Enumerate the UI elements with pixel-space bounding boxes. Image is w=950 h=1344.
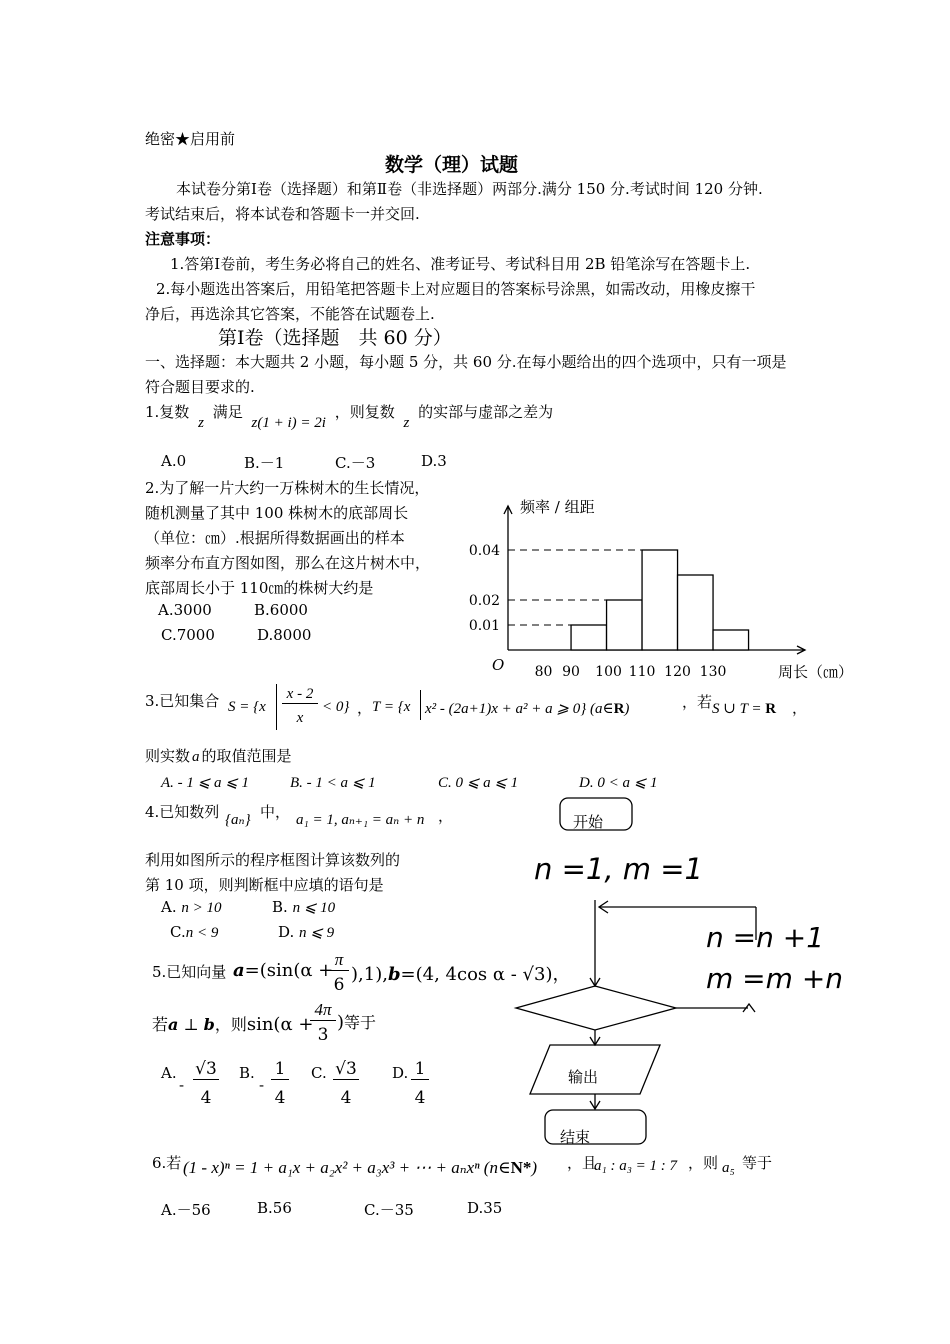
q6-expansion-expr: (1 - x)ⁿ = 1 + a₁x + a₂x² + a₃x³ + ⋯ + aₙxⁿ (n∈: [183, 1158, 511, 1177]
q5-vec-a: a: [233, 960, 245, 981]
decision-diamond: [516, 986, 676, 1030]
q3-set-t-left: T = {x: [372, 699, 411, 715]
section-desc-line-1: 一、选择题：本大题共 2 小题，每小题 5 分，共 60 分.在每小题给出的四个选项中，只有一项是: [145, 353, 787, 371]
q5-option-b-num: 1: [271, 1059, 289, 1080]
q4-option-b-label: B.: [272, 898, 288, 916]
q4-option-d: [278, 923, 334, 942]
q3-comma: ，: [357, 699, 373, 717]
q5-perp: ⊥: [183, 1015, 199, 1034]
histogram-chart: [460, 488, 880, 688]
q3-union-r: R: [765, 701, 777, 717]
q5-option-a-label: A.: [161, 1064, 177, 1082]
q3-line-2-a: 则实数: [145, 747, 191, 765]
q5-six: 6: [333, 975, 345, 995]
histogram-bar-1: [607, 600, 643, 650]
q3-set-s-numerator: x - 2: [282, 686, 318, 704]
q6-stem-a: 6.若: [152, 1154, 182, 1172]
x-axis-label: 周长（㎝）: [778, 663, 854, 681]
q1-option-c: C.－3: [335, 454, 376, 472]
q3-union-expr: S ∪ T =: [712, 701, 766, 717]
q5-four-pi: 4π: [310, 1000, 336, 1021]
q5-vector-b-expr: [351, 960, 571, 986]
x-tick-label-1: 90: [562, 664, 580, 680]
q3-comma-2: ，: [792, 699, 808, 717]
q5-option-a-num: √3: [193, 1059, 219, 1080]
q5-line-2-b: ，则: [214, 1015, 247, 1034]
q6-ratio: a₁ : a₃ = 1 : 7: [594, 1158, 678, 1174]
q4-option-d-label: D.: [278, 923, 295, 941]
q1-stem-b: 满足: [212, 403, 243, 421]
page-title: 数学（理）试题: [385, 154, 519, 176]
q5-vec-a-2: a: [168, 1015, 179, 1034]
x-tick-label-3: 110: [628, 664, 656, 680]
q4-option-c-expr: n < 9: [185, 925, 219, 941]
q1-z-2: z: [403, 415, 410, 431]
q5-line-2-a: 若: [152, 1015, 169, 1034]
q1-stem-d: 的实部与虚部之差为: [418, 403, 554, 421]
q5-option-d-den: 4: [414, 1088, 426, 1108]
q3-option-a: A. - 1 ⩽ a ⩽ 1: [161, 775, 250, 791]
q2-option-c: C.7000: [161, 626, 215, 644]
q4-option-d-expr: n ⩽ 9: [299, 925, 335, 941]
q4-line-2: 利用如图所示的程序框图计算该数列的: [145, 851, 401, 869]
q1-stem-c: ，则复数: [334, 403, 395, 421]
q5-sin-close: ): [337, 1012, 345, 1033]
notice-1: 1.答第Ⅰ卷前，考生务必将自己的姓名、准考证号、考试科目用 2B 铅笔涂写在答题卡上.: [170, 255, 751, 273]
q1-z: z: [198, 415, 204, 431]
q5-option-b-label: B.: [239, 1064, 255, 1082]
q3-stem-b: ，若: [682, 693, 713, 711]
q2-line-1: 2.为了解一片大约一万株树木的生长情况，: [145, 479, 430, 497]
q4-line-3: 第 10 项，则判断框中应填的语句是: [145, 876, 384, 894]
q6-stem-c: ，则: [688, 1154, 719, 1172]
flow-update-m: m =m +n: [706, 962, 844, 995]
q5-line-2: [152, 1012, 313, 1035]
q3-option-c: C. 0 ⩽ a ⩽ 1: [438, 775, 519, 791]
q5-stem-a: 5.已知向量: [152, 963, 227, 981]
q1-option-d: D.3: [421, 452, 447, 470]
q4-option-b: [272, 898, 335, 917]
histogram-bar-0: [571, 625, 607, 650]
q2-option-b: B.6000: [254, 601, 308, 619]
q5-sin-expr: sin(α +: [246, 1014, 314, 1035]
q3-set-s-bar: [276, 684, 277, 730]
q5-stem-b: ，: [552, 964, 571, 985]
q3-stem-a: 3.已知集合: [145, 692, 220, 710]
q1-equation: z(1 + i) = 2i: [251, 415, 326, 431]
histogram-bar-4: [713, 630, 749, 650]
q5-option-c-label: C.: [311, 1064, 327, 1082]
notice-heading: 注意事项：: [145, 230, 221, 248]
q5-option-d-label: D.: [392, 1064, 409, 1082]
q5-option-c-den: 4: [340, 1088, 352, 1108]
q4-stem-c: ，: [438, 807, 454, 825]
q3-set-t-body: [425, 699, 629, 718]
flow-init: n =1, m =1: [534, 852, 704, 886]
q4-seq: {aₙ}: [225, 812, 251, 828]
q6-option-c: C.－35: [364, 1201, 414, 1219]
q3-option-d: D. 0 < a ⩽ 1: [579, 775, 658, 791]
q3-a: a: [192, 749, 200, 765]
q1-stem-a: 1.复数: [145, 403, 190, 421]
q5-vec-a-head: =(sin(α +: [244, 960, 334, 981]
q3-set-s-left: S = {x: [228, 699, 266, 715]
q2-line-4: 频率分布直方图如图，那么在这片树木中，: [145, 554, 431, 572]
q3-set-t-close: ): [624, 701, 630, 717]
q6-close: ): [531, 1158, 538, 1177]
q5-option-b-den: 4: [274, 1088, 286, 1108]
notice-2-line-2: 净后，再选涂其它答案，不能答在试题卷上.: [145, 305, 435, 323]
q1-option-b: B.－1: [244, 454, 285, 472]
secret-label: 绝密★启用前: [145, 130, 236, 148]
x-tick-label-5: 130: [699, 664, 727, 680]
q5-option-a-sign: -: [179, 1076, 185, 1094]
q3-set-t-r: R: [613, 701, 625, 717]
q6-option-d: D.35: [467, 1199, 503, 1217]
q4-option-b-expr: n ⩽ 10: [292, 900, 336, 916]
q5-option-b-sign: -: [259, 1076, 265, 1094]
q5-vector-a-expr: [233, 960, 333, 981]
q3-set-s-right: < 0}: [322, 699, 350, 715]
q1-option-a: A.0: [161, 452, 187, 470]
q3-set-s-denominator: x: [296, 710, 304, 726]
y-tick-label-0: 0.01: [468, 618, 500, 634]
flow-start-label: 开始: [573, 813, 604, 831]
notice-2-line-1: 2.每小题选出答案后，用铅笔把答题卡上对应题目的答案标号涂黑，如需改动，用橡皮擦干: [156, 280, 756, 298]
origin-label: O: [492, 656, 505, 674]
q6-option-b: B.56: [257, 1199, 292, 1217]
flow-output-label: 输出: [568, 1068, 599, 1086]
q5-option-d-num: 1: [411, 1059, 429, 1080]
intro-line-2: 考试结束后，将本试卷和答题卡一并交回.: [145, 205, 420, 223]
q5-vec-b: b: [387, 964, 401, 985]
q3-set-t-expression: x² - (2a+1)x + a² + a ⩾ 0} (a∈: [425, 701, 614, 717]
q5-option-a-den: 4: [200, 1088, 212, 1108]
q4-option-c-label: C.: [170, 923, 186, 941]
q2-option-a: A.3000: [158, 601, 212, 619]
x-tick-label-0: 80: [534, 664, 553, 680]
q6-option-a: A.－56: [161, 1201, 211, 1219]
flow-update-n: n =n +1: [706, 921, 825, 954]
q6-stem-d: 等于: [742, 1154, 773, 1172]
q4-option-c: [170, 923, 218, 942]
q3-option-b: B. - 1 < a ⩽ 1: [290, 775, 376, 791]
q5-vec-a-tail: ),1),: [351, 964, 388, 985]
q3-union: [712, 699, 776, 718]
q5-three: 3: [317, 1025, 329, 1045]
section-desc-line-2: 符合题目要求的.: [145, 378, 255, 396]
q2-option-d: D.8000: [257, 626, 312, 644]
histogram-bar-2: [642, 550, 678, 650]
q5-vec-b-2: b: [203, 1015, 215, 1034]
q2-line-2: 随机测量了其中 100 株树木的底部周长: [145, 504, 409, 522]
q4-option-a: [161, 898, 222, 917]
y-tick-label-1: 0.02: [468, 593, 500, 609]
q4-option-a-expr: n > 10: [181, 900, 222, 916]
q6-nstar: N*: [510, 1158, 532, 1177]
q4-stem-a: 4.已知数列: [145, 803, 220, 821]
q2-line-3: （单位：㎝）.根据所得数据画出的样本: [145, 529, 405, 547]
q6-a5: a₅: [722, 1160, 735, 1176]
section-heading: 第Ⅰ卷（选择题 共 60 分）: [218, 327, 452, 349]
histogram-bar-3: [678, 575, 714, 650]
q4-stem-b: 中，: [260, 803, 291, 821]
q5-pi: π: [329, 950, 349, 971]
y-axis-label: 频率 / 组距: [520, 498, 595, 516]
q5-vec-b-expr: =(4, 4cos α - √3): [400, 964, 553, 985]
q2-line-5: 底部周长小于 110㎝的株树大约是: [145, 579, 374, 597]
q6-expansion: [183, 1158, 537, 1178]
x-tick-label-4: 120: [664, 664, 691, 680]
x-tick-label-2: 100: [595, 664, 622, 680]
intro-line-1: 本试卷分第Ⅰ卷（选择题）和第Ⅱ卷（非选择题）两部分.满分 150 分.考试时间 120 分钟.: [176, 180, 763, 198]
q6-stem-b: ，且: [567, 1154, 598, 1172]
q4-option-a-label: A.: [161, 898, 177, 916]
q5-line-2-c: 等于: [344, 1013, 377, 1032]
q5-line-2-end: [337, 1010, 376, 1033]
q3-line-2-b: 的取值范围是: [201, 747, 292, 765]
q3-set-t-bar: [420, 690, 421, 720]
q1-stem: [145, 401, 554, 431]
q5-option-c-num: √3: [333, 1059, 359, 1080]
flow-end-label: 结束: [560, 1128, 591, 1146]
q3-line-2: [145, 745, 292, 766]
y-tick-label-2: 0.04: [468, 543, 500, 559]
q4-recurrence: a₁ = 1, aₙ₊₁ = aₙ + n: [296, 812, 425, 828]
